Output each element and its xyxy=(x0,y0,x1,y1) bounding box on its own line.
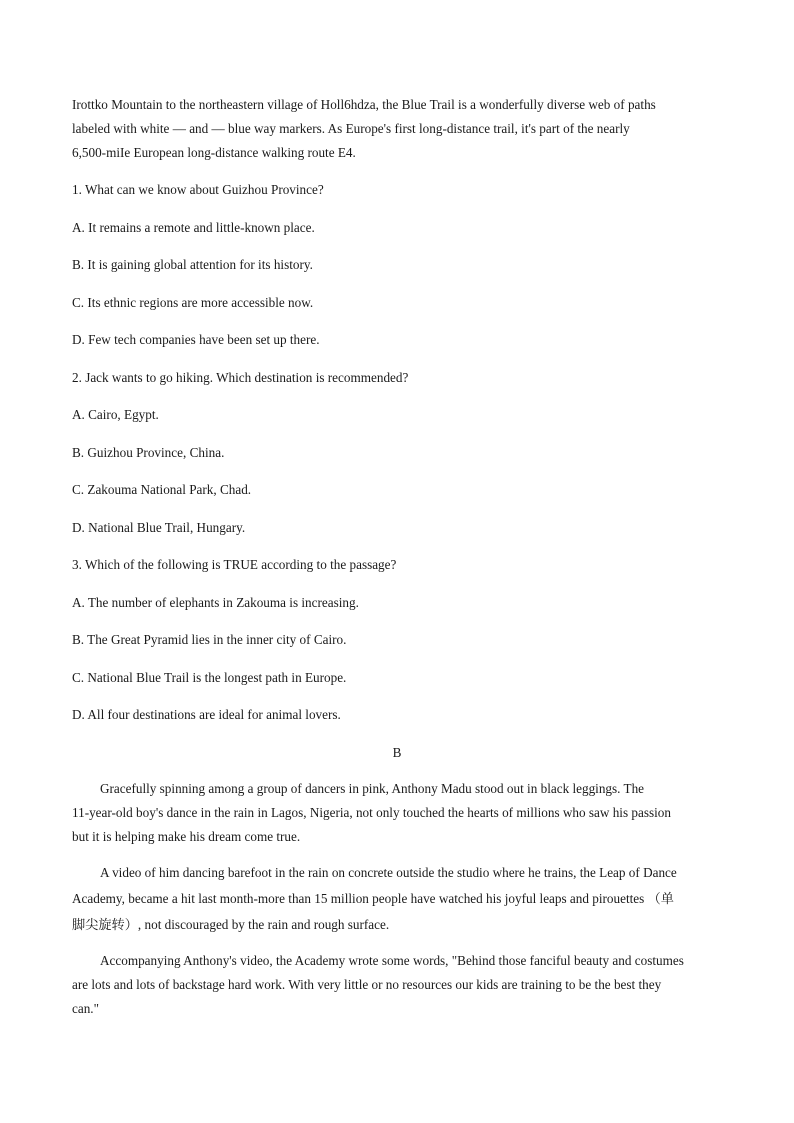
option-a: A. The number of elephants in Zakouma is increasing. xyxy=(72,594,359,610)
option-b: B. The Great Pyramid lies in the inner city of Cairo. xyxy=(72,632,347,647)
option-b: B. It is gaining global attention for its history. xyxy=(72,257,313,272)
paragraph-line: 脚尖旋转）, not discouraged by the rain and rough surface. xyxy=(72,916,390,932)
option-a: A. It remains a remote and little-known place. xyxy=(72,219,315,235)
option-d: D. Few tech companies have been set up there. xyxy=(72,332,320,347)
option-b: B. Guizhou Province, China. xyxy=(72,444,225,460)
question-2 xyxy=(72,366,722,540)
question-stem: 3. Which of the following is TRUE according to the passage? xyxy=(72,557,397,572)
intro-line: Irottko Mountain to the northeastern village of Holl6hdza, the Blue Trail is a wonderfully diverse web of paths xyxy=(72,97,656,112)
paragraph-line: but it is helping make his dream come true. xyxy=(72,828,301,844)
intro-paragraph xyxy=(72,93,722,165)
option-c: C. Its ethnic regions are more accessible now. xyxy=(72,294,314,310)
option-c: C. Zakouma National Park, Chad. xyxy=(72,482,252,497)
paragraph-line: are lots and lots of backstage hard work. With very little or no resources our kids are training to be the best they xyxy=(72,976,662,992)
page-content xyxy=(72,93,722,1032)
paragraph-line: Accompanying Anthony's video, the Academy wrote some words, "Behind those fanciful beauty and costumes xyxy=(100,952,684,968)
option-d: D. All four destinations are ideal for animal lovers. xyxy=(72,707,341,722)
intro-line: 6,500-miIe European long-distance walking route E4. xyxy=(72,145,356,160)
question-1 xyxy=(72,178,722,352)
paragraph-line: Gracefully spinning among a group of dancers in pink, Anthony Madu stood out in black leggings. The xyxy=(100,780,645,796)
question-stem: 1. What can we know about Guizhou Province? xyxy=(72,182,324,197)
option-c: C. National Blue Trail is the longest path in Europe. xyxy=(72,669,347,685)
paragraph-line: 11-year-old boy's dance in the rain in Lagos, Nigeria, not only touched the hearts of millions who saw his passion xyxy=(72,804,671,820)
question-stem: 2. Jack wants to go hiking. Which destination is recommended? xyxy=(72,369,409,385)
passage-paragraph-1 xyxy=(72,777,722,849)
section-heading: B xyxy=(392,744,402,760)
option-d: D. National Blue Trail, Hungary. xyxy=(72,519,246,535)
paragraph-line: A video of him dancing barefoot in the rain on concrete outside the studio where he trains, the Leap of Dance xyxy=(100,864,677,880)
paragraph-line: Academy, became a hit last month-more than 15 million people have watched his joyful leaps and pirouettes （单 xyxy=(72,890,674,906)
passage-paragraph-2 xyxy=(72,860,722,938)
option-a: A. Cairo, Egypt. xyxy=(72,407,159,422)
question-3 xyxy=(72,553,722,727)
intro-line: labeled with white — and — blue way markers. As Europe's first long-distance trail, it's part of the nearly xyxy=(72,121,630,136)
passage-paragraph-3 xyxy=(72,949,722,1021)
paragraph-line: can." xyxy=(72,1000,99,1016)
